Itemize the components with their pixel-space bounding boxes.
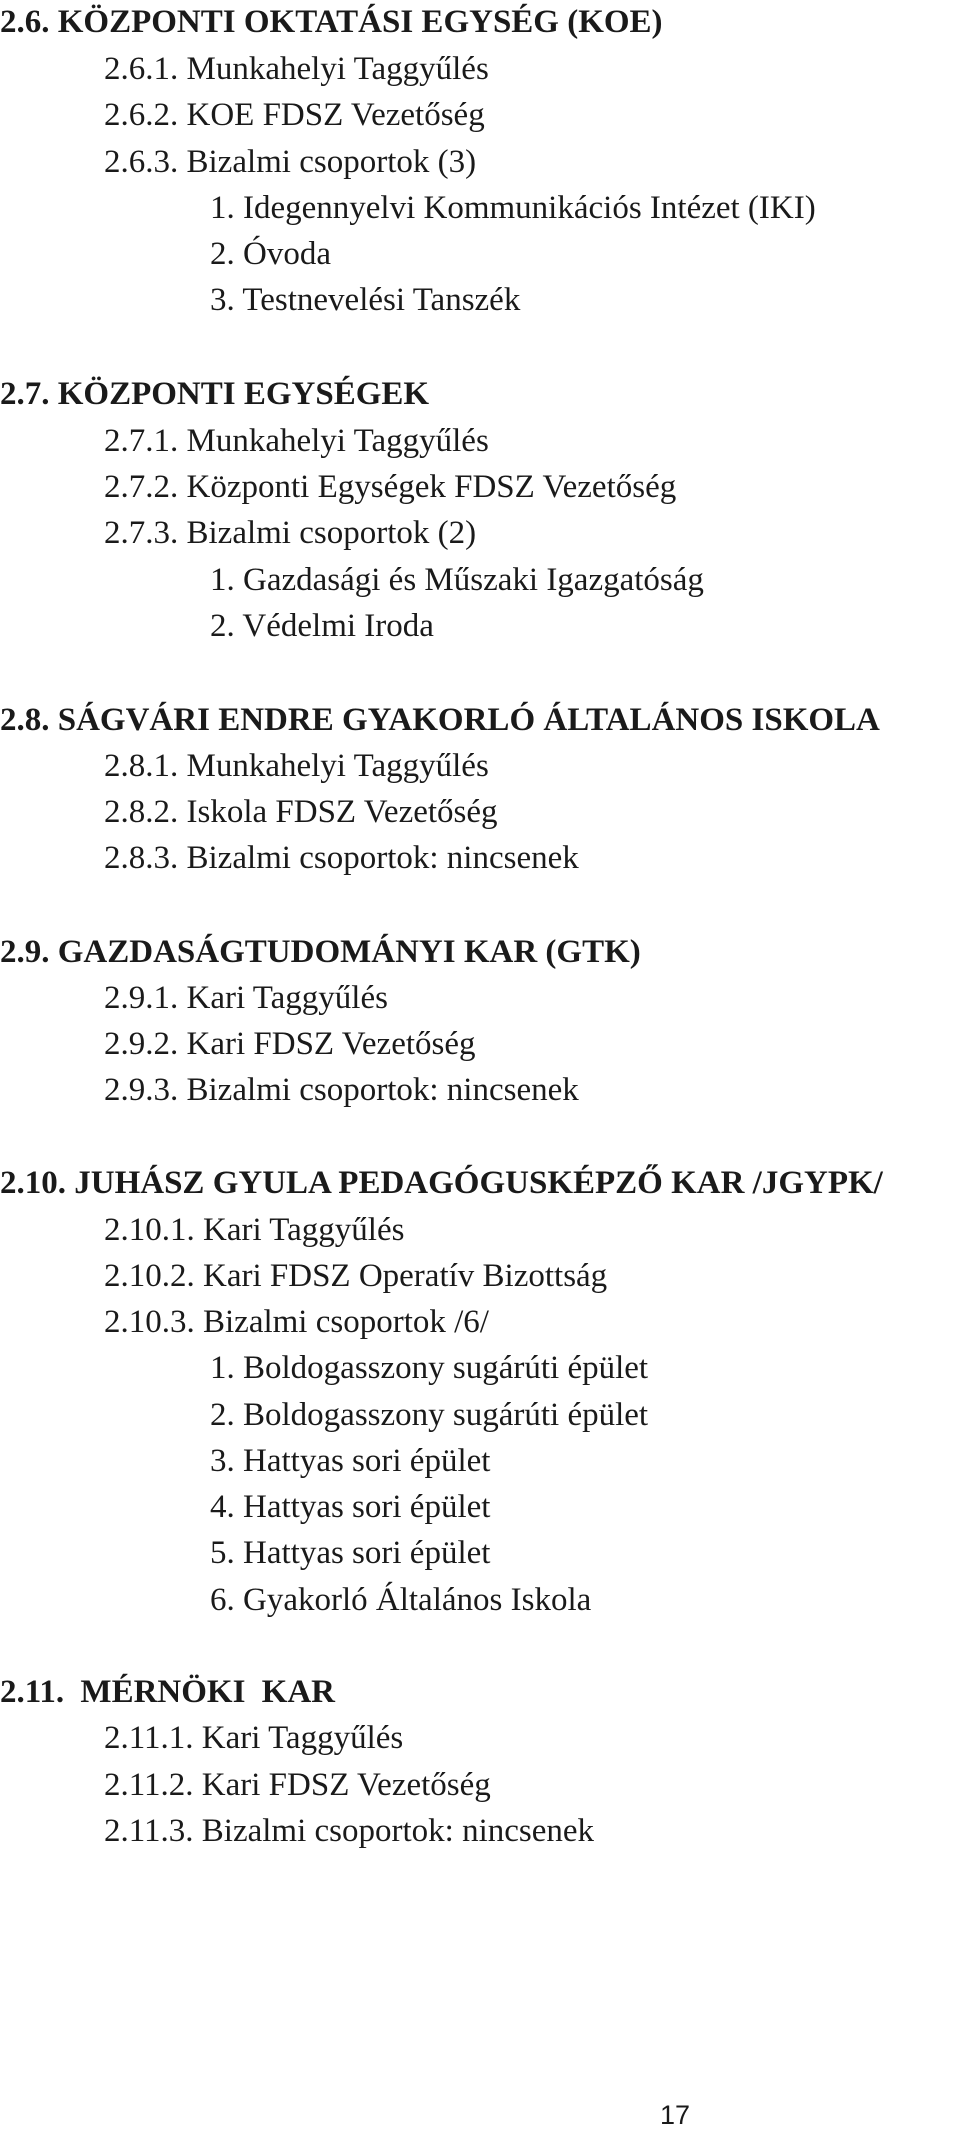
list-item: 2.11.2. Kari FDSZ Vezetőség	[104, 1767, 491, 1803]
sub-list-item: 1. Boldogasszony sugárúti épület	[210, 1350, 649, 1386]
list-item: 2.7.2. Központi Egységek FDSZ Vezetőség	[104, 469, 677, 505]
section-heading: 2.10. JUHÁSZ GYULA PEDAGÓGUSKÉPZŐ KAR /JGYPK/	[0, 1165, 883, 1201]
section-heading: 2.8. SÁGVÁRI ENDRE GYAKORLÓ ÁLTALÁNOS ISKOLA	[0, 702, 880, 738]
list-item: 2.6.1. Munkahelyi Taggyűlés	[104, 51, 489, 87]
sub-list-item: 5. Hattyas sori épület	[210, 1535, 491, 1571]
sub-list-item: 3. Hattyas sori épület	[210, 1443, 491, 1479]
list-item: 2.10.3. Bizalmi csoportok /6/	[104, 1304, 489, 1340]
sub-list-item: 6. Gyakorló Általános Iskola	[210, 1582, 592, 1618]
section-heading: 2.11. MÉRNÖKI KAR	[0, 1674, 336, 1710]
section-heading: 2.6. KÖZPONTI OKTATÁSI EGYSÉG (KOE)	[0, 4, 663, 40]
sub-list-item: 2. Óvoda	[210, 236, 331, 272]
sub-list-item: 3. Testnevelési Tanszék	[210, 282, 521, 318]
list-item: 2.8.2. Iskola FDSZ Vezetőség	[104, 794, 498, 830]
list-item: 2.10.1. Kari Taggyűlés	[104, 1212, 405, 1248]
sub-list-item: 1. Gazdasági és Műszaki Igazgatóság	[210, 562, 704, 598]
list-item: 2.7.1. Munkahelyi Taggyűlés	[104, 423, 489, 459]
section-heading: 2.7. KÖZPONTI EGYSÉGEK	[0, 376, 430, 412]
list-item: 2.6.3. Bizalmi csoportok (3)	[104, 144, 477, 180]
section-heading: 2.9. GAZDASÁGTUDOMÁNYI KAR (GTK)	[0, 934, 641, 970]
sub-list-item: 2. Boldogasszony sugárúti épület	[210, 1397, 649, 1433]
list-item: 2.8.1. Munkahelyi Taggyűlés	[104, 748, 489, 784]
list-item: 2.6.2. KOE FDSZ Vezetőség	[104, 97, 485, 133]
list-item: 2.11.3. Bizalmi csoportok: nincsenek	[104, 1813, 595, 1849]
list-item: 2.7.3. Bizalmi csoportok (2)	[104, 515, 477, 551]
sub-list-item: 4. Hattyas sori épület	[210, 1489, 491, 1525]
list-item: 2.10.2. Kari FDSZ Operatív Bizottság	[104, 1258, 608, 1294]
list-item: 2.11.1. Kari Taggyűlés	[104, 1720, 404, 1756]
sub-list-item: 1. Idegennyelvi Kommunikációs Intézet (IKI)	[210, 190, 816, 226]
list-item: 2.8.3. Bizalmi csoportok: nincsenek	[104, 840, 579, 876]
list-item: 2.9.3. Bizalmi csoportok: nincsenek	[104, 1072, 579, 1108]
sub-list-item: 2. Védelmi Iroda	[210, 608, 434, 644]
list-item: 2.9.2. Kari FDSZ Vezetőség	[104, 1026, 476, 1062]
list-item: 2.9.1. Kari Taggyűlés	[104, 980, 388, 1016]
page-number: 17	[660, 2100, 691, 2130]
